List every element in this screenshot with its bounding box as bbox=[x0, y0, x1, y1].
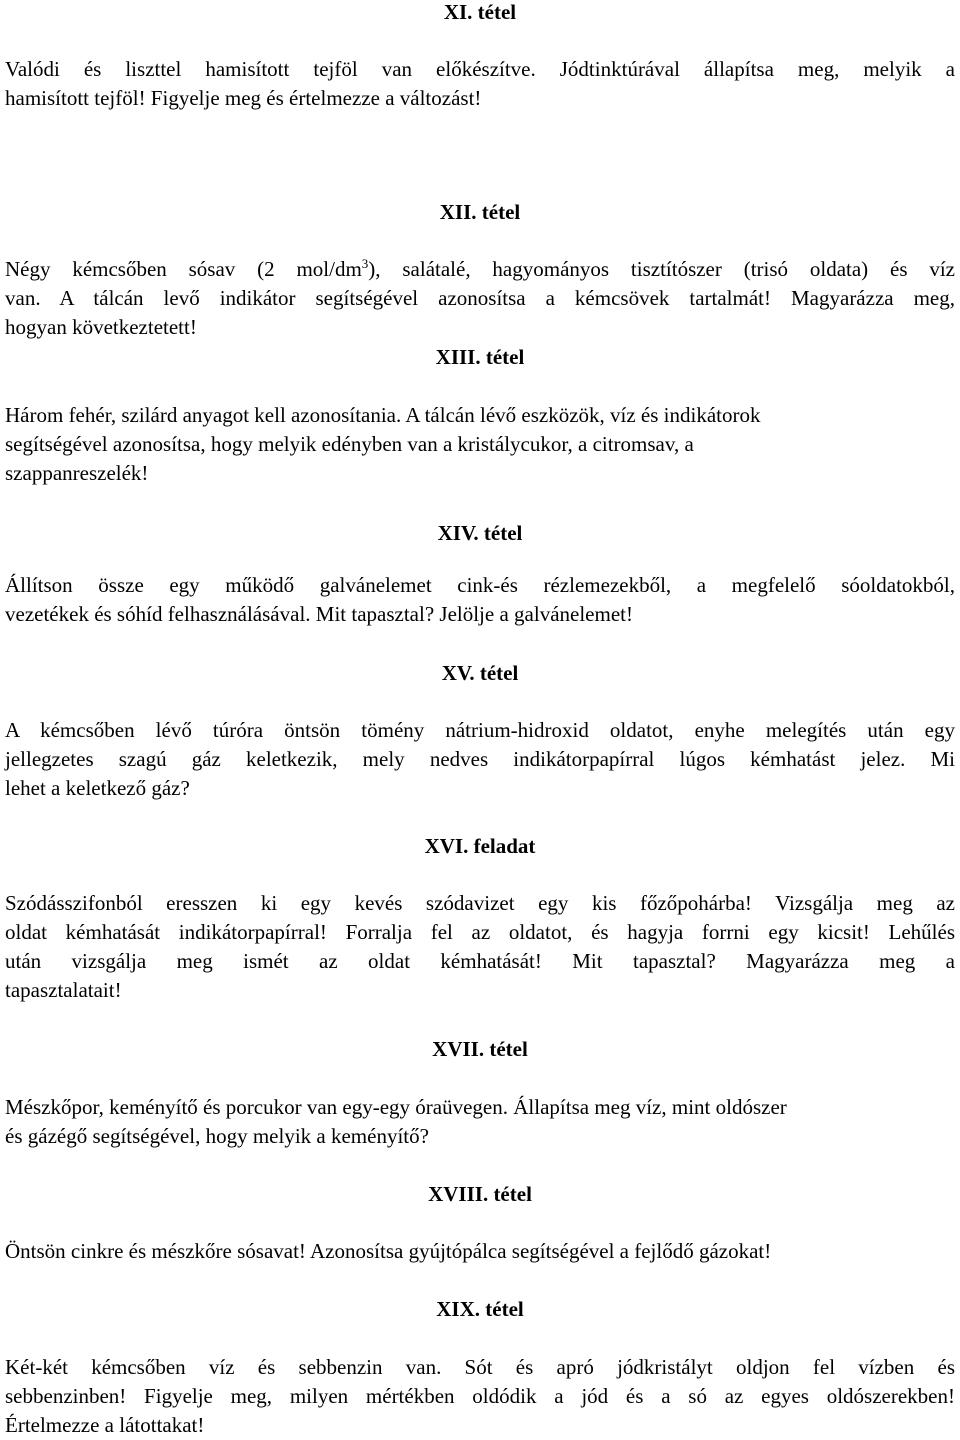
section-text-xiv bbox=[5, 571, 955, 629]
section-text-xix bbox=[5, 1353, 955, 1440]
text-line: segítségével azonosítsa, hogy melyik edényben van a kristálycukor, a citromsav, a bbox=[5, 432, 694, 456]
section-title-xi: XI. tétel bbox=[443, 0, 517, 24]
section-title-xvi: XVI. feladat bbox=[424, 834, 536, 858]
section-text-xvi bbox=[5, 889, 955, 1005]
text-line: hogyan következtetett! bbox=[5, 315, 197, 339]
section-title-xviii: XVIII. tétel bbox=[428, 1182, 532, 1206]
text-line: lehet a keletkező gáz? bbox=[5, 776, 190, 800]
text-line: Mészkőpor, keményítő és porcukor van egy-egy óraüvegen. Állapítsa meg víz, mint oldószer bbox=[5, 1095, 787, 1119]
text-line bbox=[5, 255, 955, 284]
section-text-xvii bbox=[5, 1093, 955, 1151]
text-line: jellegzetes szagú gáz keletkezik, mely nedves indikátorpapírral lúgos kémhatást jelez. Mi bbox=[5, 747, 955, 771]
text-fragment: ), salátalé, hagyományos tisztítószer (trisó oldata) és víz bbox=[368, 257, 955, 281]
superscript: 3 bbox=[361, 256, 369, 271]
text-fragment: Négy kémcsőben sósav (2 mol/dm bbox=[5, 257, 362, 281]
text-line: sebbenzinben! Figyelje meg, milyen mértékben oldódik a jód és a só az egyes oldószerekben! bbox=[5, 1384, 955, 1408]
text-line: oldat kémhatását indikátorpapírral! Forralja fel az oldatot, és hagyja forrni egy kicsit! Lehűlés bbox=[5, 920, 955, 944]
text-line: szappanreszelék! bbox=[5, 461, 149, 485]
section-text-xii bbox=[5, 255, 955, 342]
section-title-xv: XV. tétel bbox=[441, 661, 519, 685]
section-text-xi bbox=[5, 55, 955, 113]
section-title-xvii: XVII. tétel bbox=[432, 1037, 528, 1061]
section-text-xv bbox=[5, 716, 955, 803]
text-line: vezetékek és sóhíd felhasználásával. Mit tapasztal? Jelölje a galvánelemet! bbox=[5, 602, 633, 626]
text-line: Valódi és liszttel hamisított tejföl van előkészítve. Jódtinktúrával állapítsa meg, melyik a bbox=[5, 57, 955, 81]
section-text-xviii bbox=[5, 1237, 955, 1266]
text-line: és gázégő segítségével, hogy melyik a keményítő? bbox=[5, 1124, 429, 1148]
text-line: Értelmezze a látottakat! bbox=[5, 1413, 205, 1437]
section-title-xii: XII. tétel bbox=[439, 200, 521, 224]
text-line: van. A tálcán levő indikátor segítségével azonosítsa a kémcsövek tartalmát! Magyarázza meg, bbox=[5, 286, 955, 310]
section-title-xiv: XIV. tétel bbox=[437, 521, 523, 545]
section-title-xiii: XIII. tétel bbox=[435, 345, 525, 369]
text-line: Három fehér, szilárd anyagot kell azonosítania. A tálcán lévő eszközök, víz és indikátorok bbox=[5, 403, 761, 427]
text-line: A kémcsőben lévő túróra öntsön tömény nátrium-hidroxid oldatot, enyhe melegítés után egy bbox=[5, 718, 955, 742]
text-line: tapasztalatait! bbox=[5, 978, 122, 1002]
section-title-xix: XIX. tétel bbox=[436, 1297, 524, 1321]
text-line: után vizsgálja meg ismét az oldat kémhatását! Mit tapasztal? Magyarázza meg a bbox=[5, 949, 955, 973]
text-line: Öntsön cinkre és mészkőre sósavat! Azonosítsa gyújtópálca segítségével a fejlődő gázokat! bbox=[5, 1239, 772, 1263]
text-line: Állítson össze egy működő galvánelemet cink-és rézlemezekből, a megfelelő sóoldatokból, bbox=[5, 573, 955, 597]
text-line: Két-két kémcsőben víz és sebbenzin van. Sót és apró jódkristályt oldjon fel vízben és bbox=[5, 1355, 955, 1379]
text-line: hamisított tejföl! Figyelje meg és értelmezze a változást! bbox=[5, 86, 482, 110]
text-line: Szódásszifonból eresszen ki egy kevés szódavizet egy kis főzőpohárba! Vizsgálja meg az bbox=[5, 891, 955, 915]
section-text-xiii bbox=[5, 401, 955, 488]
